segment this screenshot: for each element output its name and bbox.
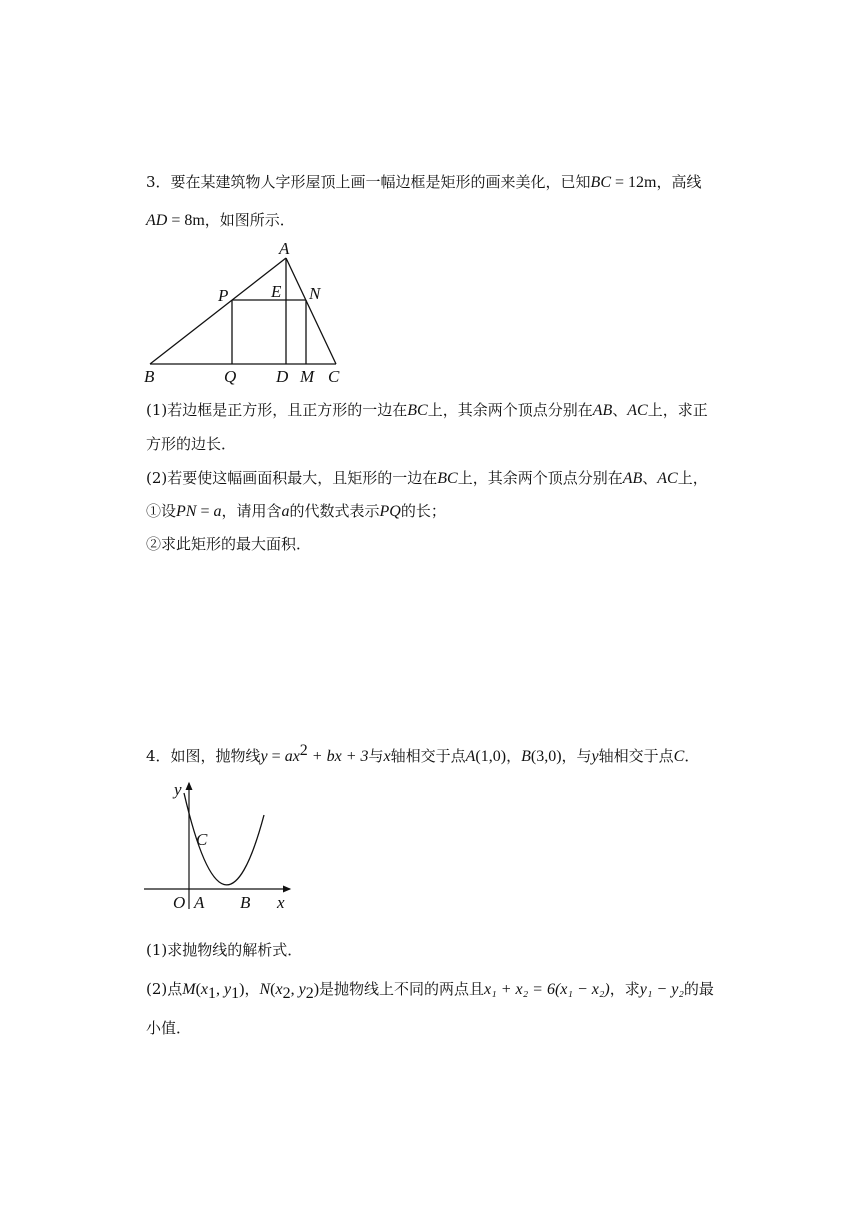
- q3-text: ①设: [146, 502, 177, 520]
- q3-text: 上，其余两个顶点分别在: [457, 469, 623, 487]
- q3-text: 的代数式表示: [289, 502, 380, 520]
- q3-part2-i: [146, 501, 446, 522]
- label-m: M: [300, 367, 315, 386]
- math-x: x: [383, 748, 391, 765]
- q4-text: ，求: [609, 980, 640, 998]
- math-pn: PN: [176, 503, 197, 520]
- label-a: A: [194, 893, 205, 912]
- q4-text: 的最: [683, 980, 714, 998]
- q4-text: ，与: [561, 747, 592, 765]
- q4-text: (2)点: [146, 980, 183, 998]
- math-sub: 1: [231, 985, 240, 1002]
- q4-text: 轴相交于点: [598, 747, 674, 765]
- q4-text: 是抛物线上不同的两点且: [319, 980, 485, 998]
- q4-part1: [146, 940, 302, 960]
- q4-text: 小值．: [146, 1019, 192, 1037]
- math-ax: ax: [284, 748, 300, 765]
- math-eq: =: [267, 748, 285, 765]
- segment-ab: [150, 258, 286, 364]
- q3-triangle-figure: [140, 240, 360, 390]
- q3-text: ，如图所示．: [204, 211, 295, 229]
- math-eq: = 8m: [167, 212, 205, 229]
- math-point-b: B: [521, 748, 531, 765]
- label-c: C: [196, 830, 208, 849]
- math-ac: AC: [657, 470, 678, 487]
- label-y: y: [174, 780, 182, 799]
- math-point-m: M: [182, 981, 196, 998]
- label-e: E: [271, 282, 282, 301]
- label-c: C: [328, 367, 340, 386]
- math-y: y: [260, 748, 268, 765]
- math-exp: 2: [299, 742, 308, 759]
- math-point-c: C: [673, 748, 685, 765]
- q4-text: 轴相交于点: [390, 747, 466, 765]
- q3-text: 上，其余两个顶点分别在: [427, 401, 593, 419]
- math-bx3: + bx + 3: [307, 748, 369, 765]
- q4-text: ．: [684, 747, 700, 765]
- math-paren: (: [270, 981, 276, 998]
- math-x: x: [200, 981, 209, 998]
- math-pq: PQ: [379, 503, 401, 520]
- math-ac: AC: [627, 402, 648, 419]
- q3-text: ，高线: [656, 173, 702, 191]
- q4-text: (1)求抛物线的解析式．: [146, 941, 303, 959]
- math-x: x: [275, 981, 283, 998]
- q4-line-1: [146, 741, 699, 767]
- math-objective: y₁ − y₂: [639, 981, 684, 998]
- math-ab: AB: [592, 402, 613, 419]
- math-y: y: [298, 981, 306, 998]
- q3-text: 方形的边长．: [146, 435, 237, 453]
- label-b: B: [144, 367, 155, 386]
- math-bc: BC: [590, 174, 611, 191]
- label-p: P: [218, 286, 229, 305]
- q4-text: ，: [506, 747, 522, 765]
- q3-part1-line-2: [146, 434, 236, 454]
- math-point-a: A: [465, 748, 476, 765]
- math-bc: BC: [407, 402, 428, 419]
- math-paren: (: [195, 981, 201, 998]
- label-a: A: [279, 240, 290, 258]
- math-paren: ): [239, 981, 245, 998]
- q3-text: ②求此矩形的最大面积．: [146, 535, 312, 553]
- math-comma: ,: [290, 981, 299, 998]
- segment-ac: [286, 258, 336, 364]
- q3-part2-line-1: [146, 468, 708, 489]
- math-bc: BC: [437, 470, 458, 487]
- label-q: Q: [224, 367, 237, 386]
- q3-text: 上，求正: [647, 401, 708, 419]
- q3-part2-ii: [146, 534, 311, 554]
- math-comma: ,: [216, 981, 225, 998]
- math-ab: AB: [622, 470, 643, 487]
- math-coord: (1,0): [475, 748, 507, 765]
- math-condition: x₁ + x₂ = 6(x₁ − x₂): [484, 981, 610, 998]
- math-paren: ): [313, 981, 320, 998]
- label-b: B: [240, 893, 251, 912]
- math-ad: AD: [146, 212, 168, 229]
- label-n: N: [309, 284, 321, 303]
- math-sub: 2: [282, 985, 291, 1002]
- math-a: a: [213, 503, 222, 520]
- math-y: y: [224, 981, 232, 998]
- q3-text: 、: [612, 401, 628, 419]
- math-sub: 2: [305, 985, 314, 1002]
- q4-text: ，: [244, 980, 260, 998]
- math-point-n: N: [259, 981, 271, 998]
- q3-part1-line-1: [146, 400, 708, 421]
- math-eq: =: [196, 503, 214, 520]
- q3-text: 、: [642, 469, 658, 487]
- q4-part2-line-1: [146, 979, 714, 1004]
- q3-text: 上，: [677, 469, 708, 487]
- q3-text: 的长；: [400, 502, 446, 520]
- q4-text: 与: [368, 747, 384, 765]
- q3-line-2: [146, 210, 295, 231]
- q3-text: 3．要在某建筑物人字形屋顶上画一幅边框是矩形的画来美化，已知: [146, 173, 591, 191]
- q3-line-1: [146, 172, 701, 193]
- math-eq: = 12m: [611, 174, 657, 191]
- q3-text: (2)若要使这幅画面积最大，且矩形的一边在: [146, 469, 438, 487]
- q4-part2-line-2: [146, 1018, 191, 1038]
- q3-text: ，请用含: [221, 502, 282, 520]
- label-d: D: [276, 367, 289, 386]
- math-coord: (3,0): [530, 748, 562, 765]
- math-y: y: [591, 748, 599, 765]
- math-sub: 1: [208, 985, 217, 1002]
- label-o: O: [173, 893, 186, 912]
- label-x: x: [277, 893, 285, 912]
- math-a: a: [281, 503, 290, 520]
- q4-parabola-figure: [140, 775, 310, 915]
- q4-text: 4．如图，抛物线: [146, 747, 261, 765]
- q3-text: (1)若边框是正方形，且正方形的一边在: [146, 401, 408, 419]
